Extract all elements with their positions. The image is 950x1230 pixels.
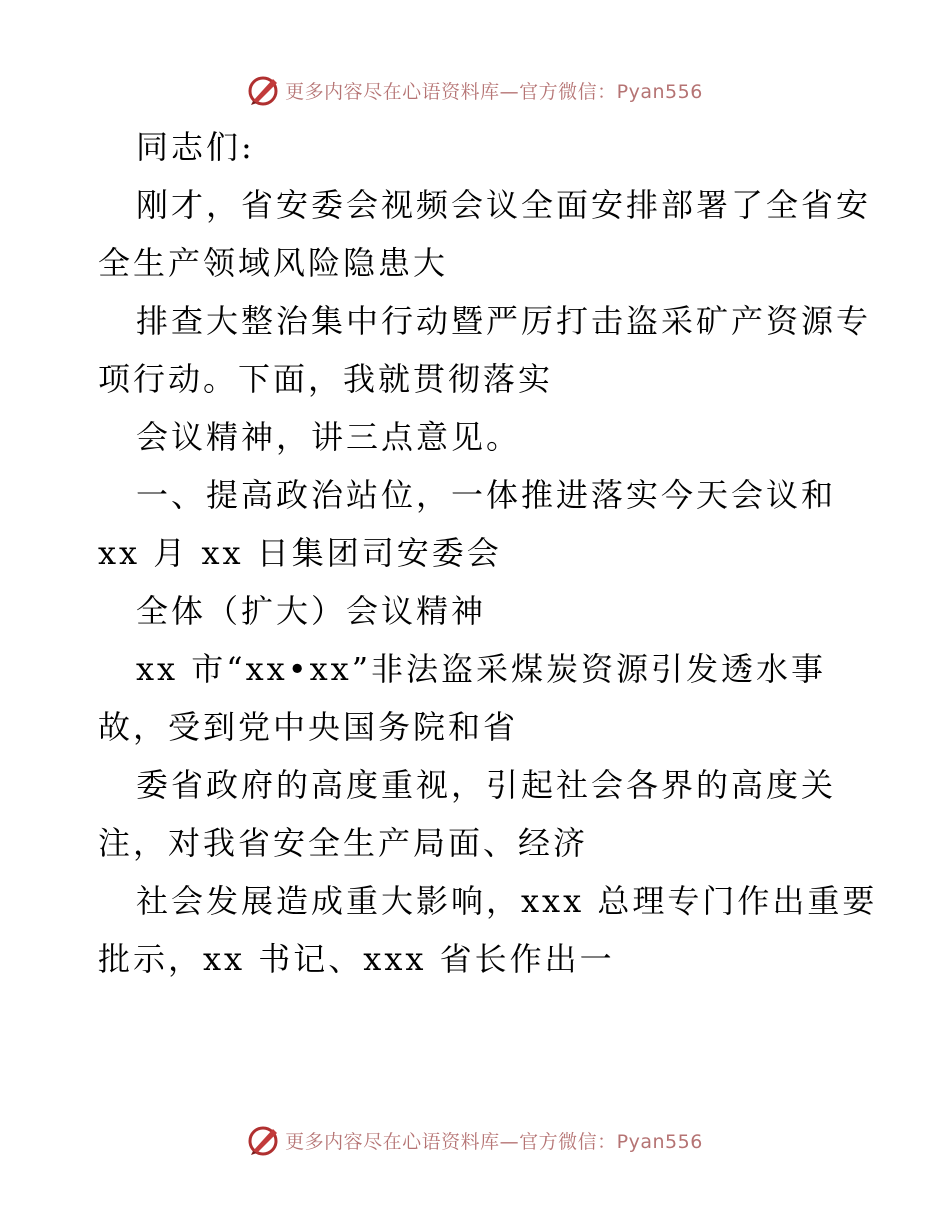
paragraph-line: xx 月 xx 日集团司安委会 [98,534,502,572]
paragraph-line: 刚才，省安委会视频会议全面安排部署了全省安 [136,186,872,224]
watermark-text: 更多内容尽在心语资料库—官方微信：Pyan556 [285,1130,703,1153]
footer-watermark [0,1120,950,1160]
paragraph-line: 一、提高政治站位，一体推进落实今天会议和 [136,476,837,514]
paragraph-line: 故，受到党中央国务院和省 [98,708,519,746]
pen-circle-logo-icon [247,73,281,107]
header-watermark [0,70,950,110]
paragraph-line: 社会发展造成重大影响，xxx 总理专门作出重要 [136,882,878,920]
paragraph-line: 会议精神，讲三点意见。 [136,418,522,456]
paragraph-line: 批示，xx 书记、xxx 省长作出一 [98,940,615,978]
paragraph-line: 全生产领域风险隐患大 [98,244,449,282]
paragraph-line: 项行动。下面，我就贯彻落实 [98,360,554,398]
pen-circle-logo-icon [247,1123,281,1157]
paragraph-line: 注，对我省安全生产局面、经济 [98,824,589,862]
paragraph-line: 全体（扩大）会议精神 [136,592,487,630]
paragraph-line: 排查大整治集中行动暨严厉打击盗采矿产资源专 [136,302,872,340]
paragraph-line: xx 市“xx•xx”非法盗采煤炭资源引发透水事 [136,650,827,688]
watermark-text: 更多内容尽在心语资料库—官方微信：Pyan556 [285,80,703,103]
document-body [98,118,878,988]
paragraph-line: 同志们: [136,128,255,166]
paragraph-line: 委省政府的高度重视，引起社会各界的高度关 [136,766,837,804]
